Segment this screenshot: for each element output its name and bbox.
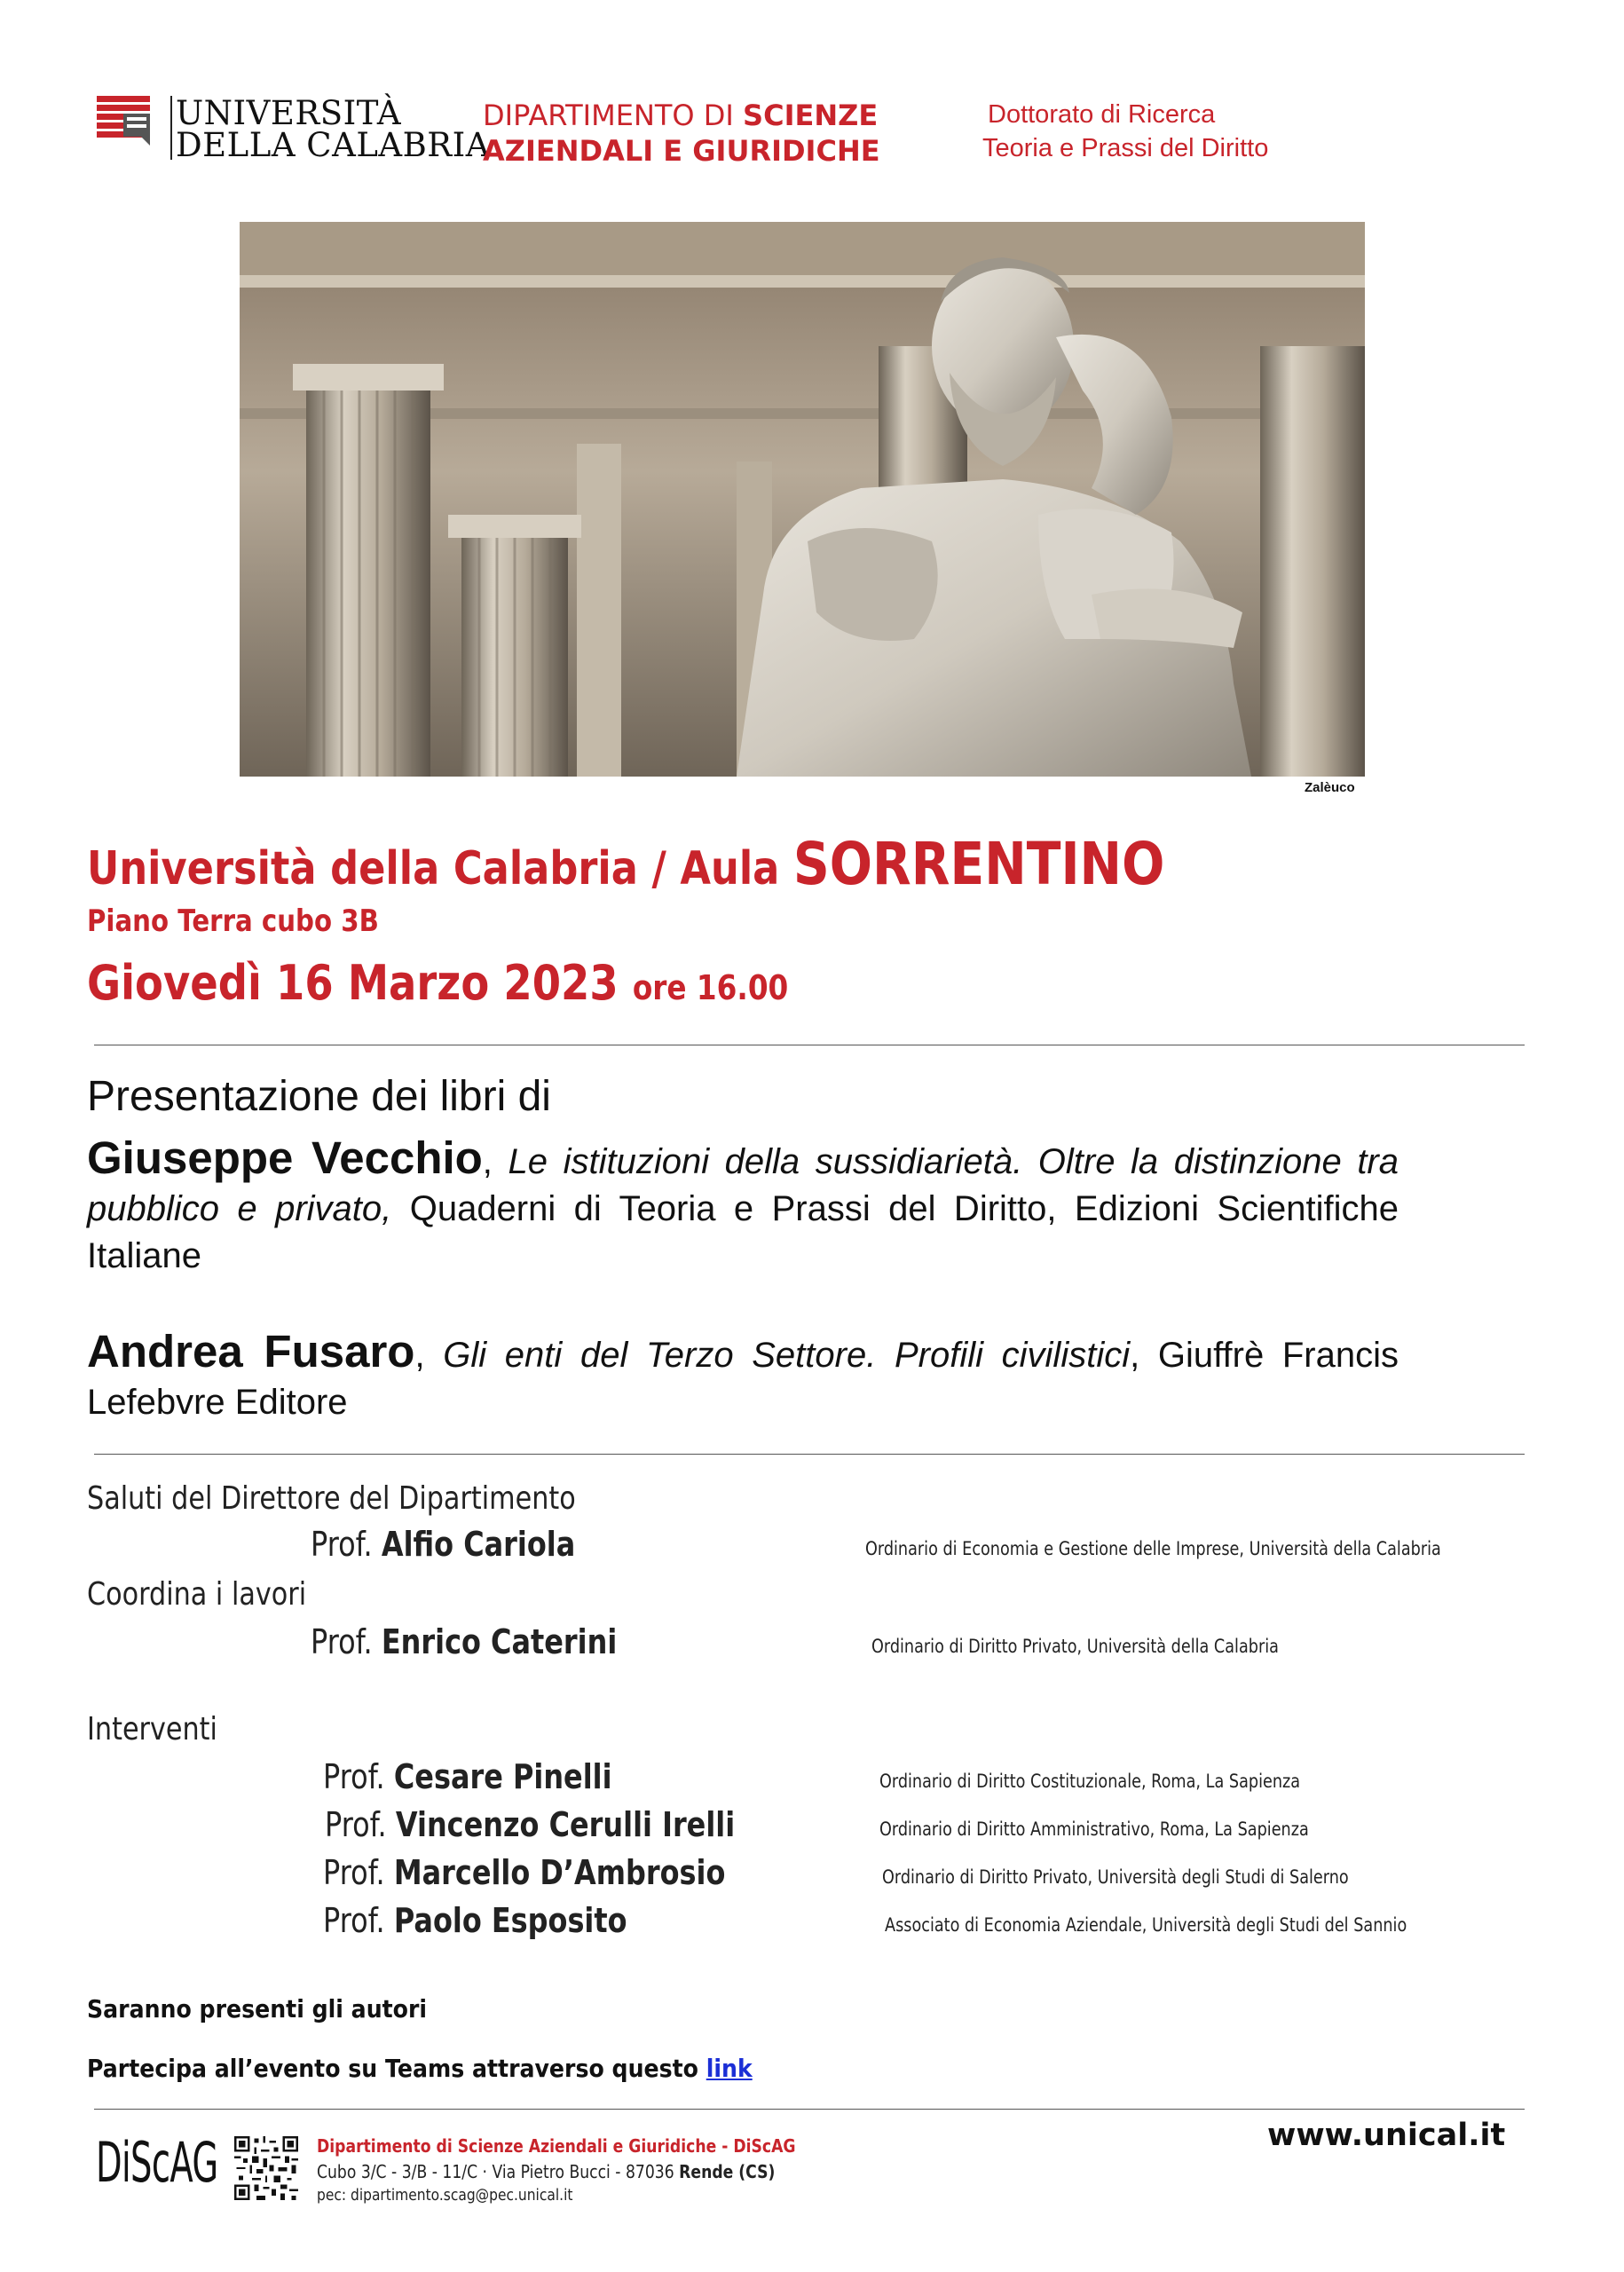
speaker-name: Enrico Caterini — [381, 1622, 618, 1661]
speaker-row — [323, 1757, 612, 1796]
moderator-affiliation: Ordinario di Diritto Privato, Università della Calabria — [871, 1636, 1279, 1657]
floor-info: Piano Terra cubo 3B — [87, 903, 379, 939]
room-name: SORRENTINO — [792, 830, 1165, 898]
speaker-name: Marcello D’Ambrosio — [393, 1853, 726, 1892]
speaker-name: Vincenzo Cerulli Irelli — [395, 1805, 736, 1844]
book-publisher: Quaderni di Teoria e Prassi del Diritto, Edizioni Scientifiche Italiane — [87, 1189, 1399, 1275]
teams-text: Partecipa all’evento su Teams attraverso questo — [87, 2054, 706, 2083]
speaker-affiliation: Ordinario di Diritto Costituzionale, Roma, La Sapienza — [879, 1771, 1301, 1792]
speaker-name: Paolo Esposito — [393, 1901, 627, 1940]
presentation-intro: Presentazione dei libri di — [87, 1073, 551, 1120]
university-logo-mark — [97, 96, 162, 146]
prof-prefix: Prof. — [325, 1805, 387, 1844]
speaker-row — [323, 1853, 725, 1892]
university-name-line2: DELLA CALABRIA — [176, 126, 491, 164]
speaker-affiliation: Ordinario di Diritto Amministrativo, Roma, La Sapienza — [879, 1818, 1309, 1840]
department-name-line2: AZIENDALI E GIURIDICHE — [483, 134, 880, 168]
book-separator: , — [482, 1142, 508, 1181]
footer-department: Dipartimento di Scienze Aziendali e Giuridiche - DiScAG — [317, 2135, 796, 2157]
speaker-row — [323, 1901, 627, 1940]
discag-logo: DiScAG — [96, 2130, 218, 2195]
prof-prefix: Prof. — [323, 1853, 385, 1892]
divider-bottom — [94, 2109, 1525, 2110]
prof-prefix: Prof. — [323, 1757, 385, 1796]
greeter-name — [311, 1525, 575, 1564]
qr-code-icon[interactable] — [234, 2136, 298, 2200]
greeter-affiliation: Ordinario di Economia e Gestione delle Imprese, Università della Calabria — [865, 1538, 1441, 1559]
event-date-line — [87, 955, 788, 1011]
speaker-name: Cesare Pinelli — [393, 1757, 612, 1796]
prof-prefix: Prof. — [311, 1622, 373, 1661]
book-entry — [87, 1134, 1399, 1280]
authors-present-note: Saranno presenti gli autori — [87, 1994, 428, 2024]
event-time: ore 16.00 — [632, 968, 789, 1007]
footer-pec: pec: dipartimento.scag@pec.unical.it — [317, 2186, 573, 2205]
speaker-row — [325, 1805, 735, 1844]
moderator-name — [311, 1622, 617, 1661]
teams-link[interactable]: link — [706, 2054, 753, 2083]
book-publisher: , Giuffrè Francis Lefebvre Editore — [87, 1336, 1399, 1422]
book-title: Le istituzioni della sussidiarietà. Oltre la distinzione tra pubblico e privato, — [87, 1142, 1399, 1228]
footer-address-street: Cubo 3/C - 3/B - 11/C · Via Pietro Bucci - 87036 — [317, 2161, 680, 2182]
prof-prefix: Prof. — [323, 1901, 385, 1940]
photo-credit: Zalèuco — [1305, 780, 1355, 795]
prof-prefix: Prof. — [311, 1525, 373, 1564]
logo-divider — [170, 96, 172, 160]
footer-address-city: Rende (CS) — [679, 2161, 776, 2182]
speaker-name: Alfio Cariola — [381, 1525, 576, 1564]
teams-invite — [87, 2054, 753, 2083]
speaker-affiliation: Associato di Economia Aziendale, Università degli Studi del Sannio — [885, 1914, 1407, 1936]
department-name-bold: SCIENZE — [743, 99, 879, 132]
phd-program — [982, 98, 1268, 165]
university-name-line1: UNIVERSITÀ — [176, 94, 402, 132]
book-author: Andrea Fusaro — [87, 1326, 415, 1377]
speakers-label: Interventi — [87, 1711, 217, 1747]
greetings-label: Saluti del Direttore del Dipartimento — [87, 1480, 576, 1517]
phd-line2: Teoria e Prassi del Diritto — [982, 134, 1269, 162]
university-name — [176, 94, 491, 164]
department-name — [483, 98, 880, 169]
book-entry — [87, 1328, 1399, 1426]
divider-middle — [94, 1454, 1525, 1455]
event-date: Giovedì 16 Marzo 2023 — [87, 955, 619, 1011]
speaker-affiliation: Ordinario di Diritto Privato, Università degli Studi di Salerno — [882, 1866, 1349, 1888]
book-title: Gli enti del Terzo Settore. Profili civilistici — [443, 1336, 1131, 1375]
department-name-regular: DIPARTIMENTO DI — [483, 99, 744, 132]
venue-prefix: Università della Calabria / Aula — [87, 842, 793, 895]
book-author: Giuseppe Vecchio — [87, 1132, 483, 1183]
website-link[interactable]: www.unical.it — [1267, 2118, 1506, 2153]
phd-line1: Dottorato di Ricerca — [988, 100, 1216, 129]
statue-photo — [240, 222, 1365, 777]
book-separator: , — [414, 1336, 444, 1375]
moderator-label: Coordina i lavori — [87, 1576, 307, 1613]
footer-address — [317, 2161, 775, 2182]
venue-line — [87, 830, 1164, 898]
